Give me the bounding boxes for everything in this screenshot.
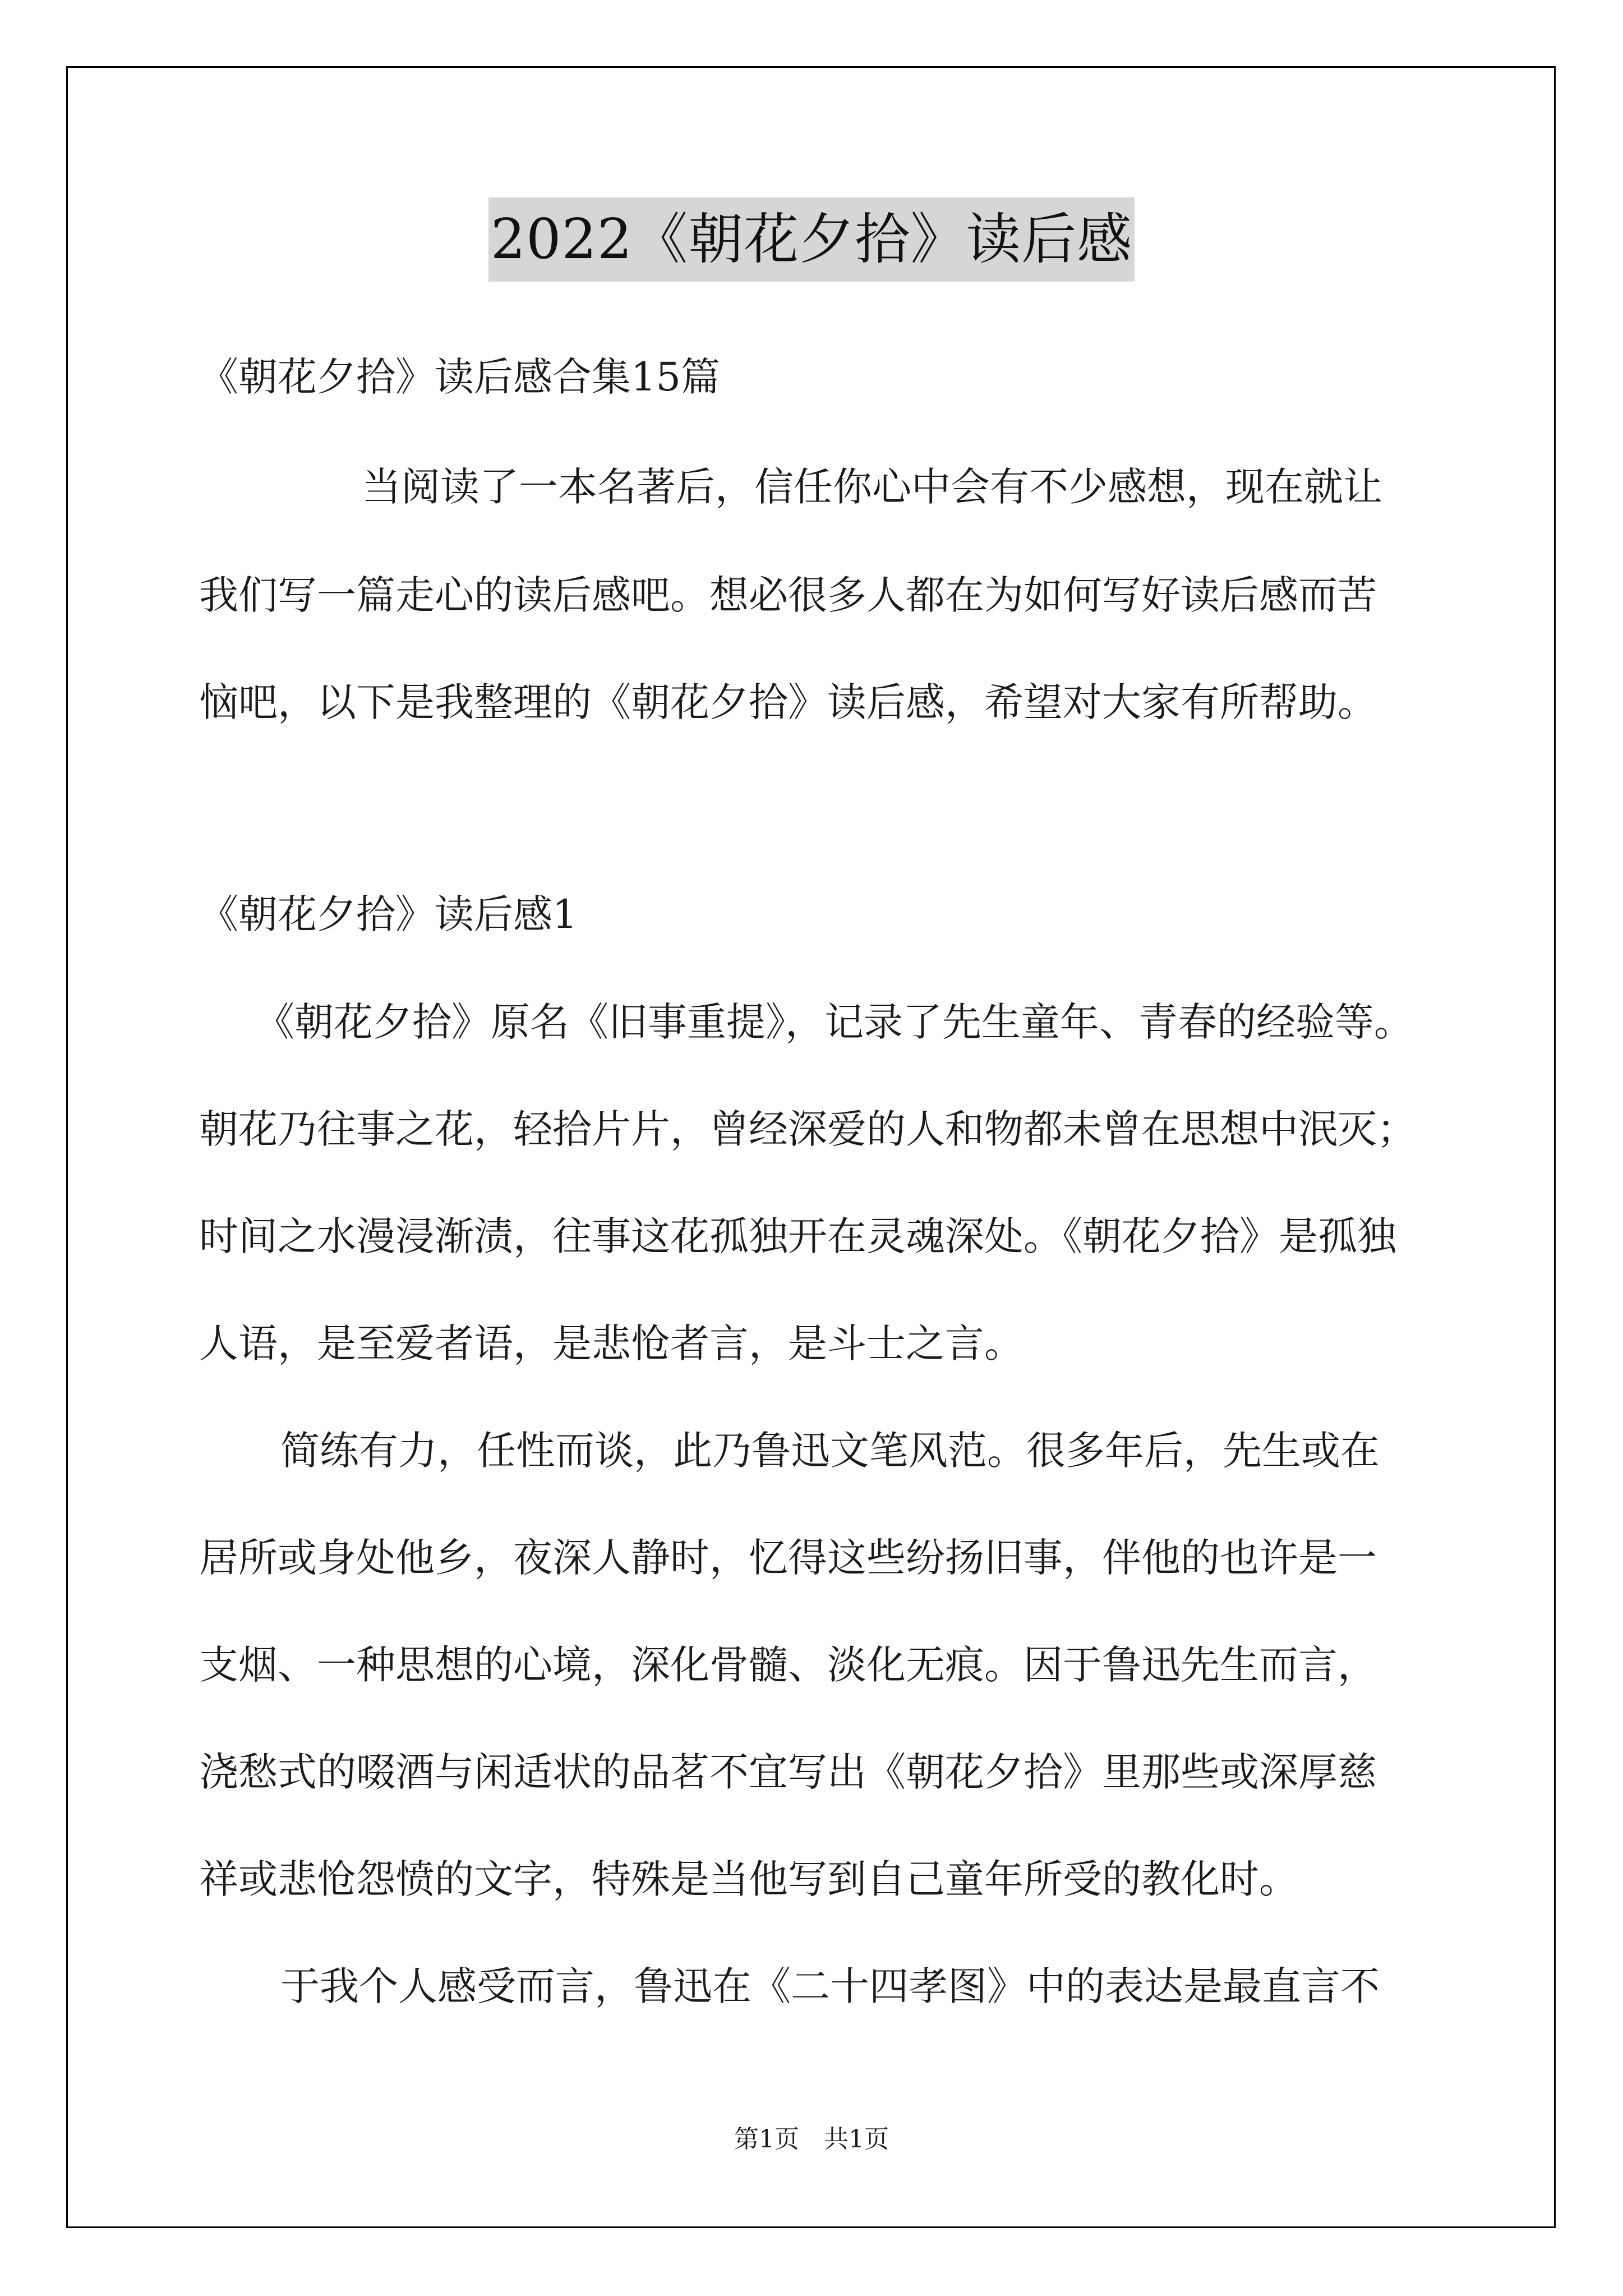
paragraph-line: 朝花乃往事之花，轻拾片片，曾经深爱的人和物都未曾在思想中泯灭； bbox=[199, 1106, 1416, 1152]
paragraph-line: 于我个人感受而言，鲁迅在《二十四孝图》中的表达是最直言不 bbox=[280, 1963, 1380, 2009]
paragraph-line: 人语，是至爱者语，是悲怆者言，是斗士之言。 bbox=[199, 1320, 1023, 1366]
title-container bbox=[0, 197, 1623, 282]
paragraph-line: 恼吧，以下是我整理的《朝花夕拾》读后感，希望对大家有所帮助。 bbox=[199, 679, 1377, 725]
page-footer: 第1页 共1页 bbox=[734, 2125, 889, 2154]
paragraph-line: 祥或悲怆怨愤的文字，特殊是当他写到自己童年所受的教化时。 bbox=[199, 1856, 1298, 1902]
paragraph-line: 居所或身处他乡，夜深人静时，忆得这些纷扬旧事，伴他的也许是一 bbox=[199, 1535, 1377, 1581]
paragraph-line: 当阅读了一本名著后，信任你心中会有不少感想，现在就让 bbox=[362, 464, 1382, 510]
paragraph-line: 简练有力，任性而谈，此乃鲁迅文笔风范。很多年后，先生或在 bbox=[280, 1428, 1380, 1474]
paragraph-line: 《朝花夕拾》原名《旧事重提》，记录了先生童年、青春的经验等。 bbox=[255, 999, 1413, 1045]
paragraph-line: 浇愁式的啜酒与闲适状的品茗不宜写出《朝花夕拾》里那些或深厚慈 bbox=[199, 1749, 1377, 1795]
document-title: 2022《朝花夕拾》读后感 bbox=[488, 197, 1135, 282]
document-subtitle: 《朝花夕拾》读后感合集15篇 bbox=[199, 354, 721, 400]
paragraph-line: 时间之水漫浸渐渍，往事这花孤独开在灵魂深处。《朝花夕拾》是孤独 bbox=[199, 1213, 1396, 1259]
section-heading: 《朝花夕拾》读后感1 bbox=[199, 891, 578, 937]
paragraph-line: 支烟、一种思想的心境，深化骨髓、淡化无痕。因于鲁迅先生而言， bbox=[199, 1642, 1377, 1688]
paragraph-line: 我们写一篇走心的读后感吧。想必很多人都在为如何写好读后感而苦 bbox=[199, 572, 1377, 618]
